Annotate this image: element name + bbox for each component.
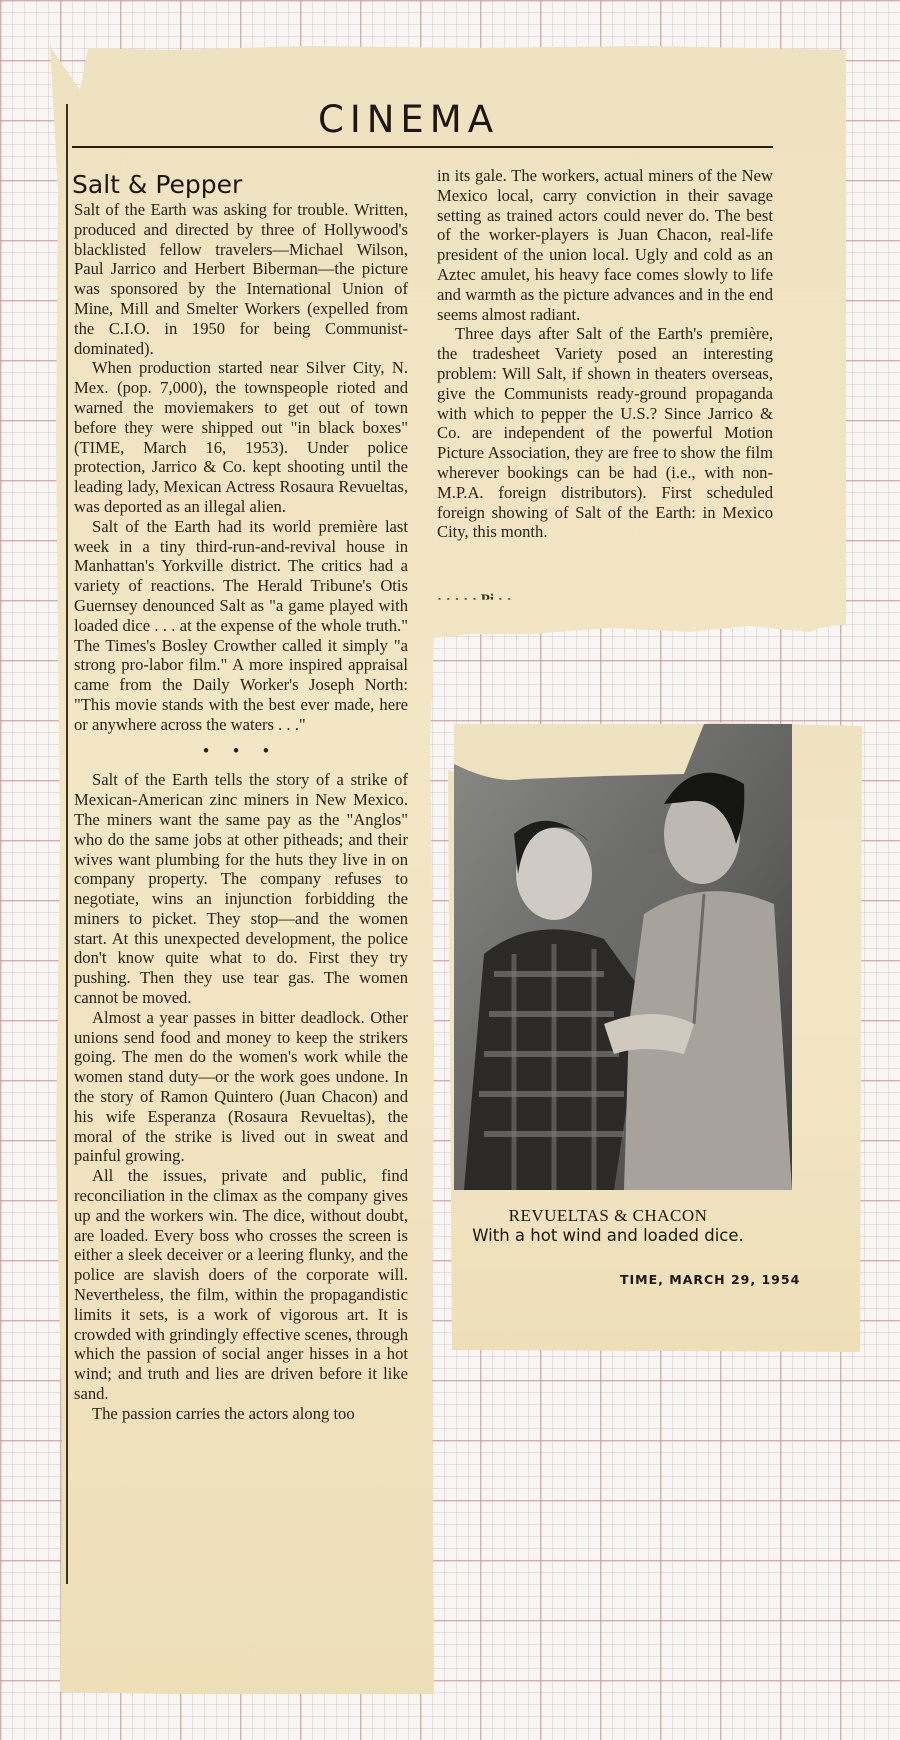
paragraph: All the issues, private and public, find reconciliation in the climax as the company gives up and the workers win. The dice, without doubt, are loaded. Every boss who crosses the screen is either a sleek deceiver or a leering flunky, and the police are slavish doers of the corporate will. Nevertheless, the film, within the propagandistic limits it sets, is a work of vigorous art. It is crowded with grindingly effective scenes, through which the passion of social anger hisses in a hot wind; and truth and lies are driven before it like sand. (74, 1166, 408, 1404)
left-column (74, 200, 408, 1424)
column-rule (66, 104, 68, 1584)
film-still-photo (454, 724, 792, 1190)
photo-caption-quote: With a hot wind and loaded dice. (472, 1226, 744, 1245)
paragraph: The passion carries the actors along too (92, 1403, 355, 1423)
section-masthead: CINEMA (318, 98, 500, 141)
paragraph: Almost a year passes in bitter deadlock. Other unions send food and money to keep the strikers going. The men do the women's work while the women stand duty—or the work goes undone. In the story of Ramon Quintero (Juan Chacon) and his wife Esperanza (Rosaura Revueltas), the moral of the strike is lived out in sweat and painful growing. (74, 1007, 408, 1166)
paragraph: When production started near Silver City, N. Mex. (pop. 7,000), the townspeople rioted and warned the moviemakers to get out of town before they were shipped out "in black boxes" (TIME, March 16, 1953). Under police protection, Jarrico & Co. kept shooting until the leading lady, Mexican Actress Rosaura Revueltas, was deported as an illegal alien. (74, 358, 408, 516)
paragraph: Salt of the Earth was asking for trouble. Written, produced and directed by three of Hollywood's blacklisted fellow travelers—Michael Wilson, Paul Jarrico and Herbert Biberman—the picture was sponsored by the International Union of Mine, Mill and Smelter Workers (expelled from the C.I.O. in 1950 for being Communist-dominated). (74, 200, 408, 358)
paragraph: Three days after Salt of the Earth's première, the tradesheet Variety posed an interesting problem: Will Salt, if shown in theaters overseas, give the Communists ready-ground propaganda with which to pepper the U.S.? Since Jarrico & Co. are independent of the powerful Motion Picture Association, they are free to show the film wherever bookings can be had (i.e., with non-M.P.A. foreign distributors). First scheduled foreign showing of Salt of the Earth: in Mexico City, this month. (437, 324, 773, 542)
paragraph: in its gale. The workers, actual miners of the New Mexico local, carry conviction in their savage setting as trained actors could never do. The best of the worker-players is Juan Chacon, real-life president of the union local. Ugly and cold as an Aztec amulet, his heavy face comes slowly to life and warmth as the picture advances and in the end seems almost radiant. (437, 166, 773, 324)
photo-caption-names: REVUELTAS & CHACON (508, 1206, 708, 1225)
right-column (437, 166, 773, 542)
publication-source: TIME, MARCH 29, 1954 (620, 1272, 801, 1287)
masthead-rule (72, 146, 773, 148)
article-headline: Salt & Pepper (72, 170, 243, 199)
paragraph: Salt of the Earth tells the story of a strike of Mexican-American zinc miners in New Mexico. The miners want the same pay as the "Anglos" who do the same jobs at other pitheads; and their wives want plumbing for the huts they live in on company property. The company refuses to negotiate, wins an injunction forbidding the miners to picket. They stop—and the women start. At this unexpected development, the police don't know quite what to do. First they try pushing. Then they use tear gas. The women cannot be moved. (74, 770, 408, 1008)
paragraph: Salt of the Earth had its world première last week in a tiny third-run-and-revival house in Manhattan's Yorkville district. The critics had a variety of reactions. The Herald Tribune's Otis Guernsey denounced Salt as "a game played with loaded dice . . . at the expense of the whole truth." The Times's Bosley Crowther called it simply "a strong pro-labor film." A more inspired appraisal came from the Daily Worker's Joseph North: "This movie stands with the best ever made, here or anywhere across the waters . . ." (74, 516, 408, 734)
section-separator: • • • (203, 740, 279, 760)
